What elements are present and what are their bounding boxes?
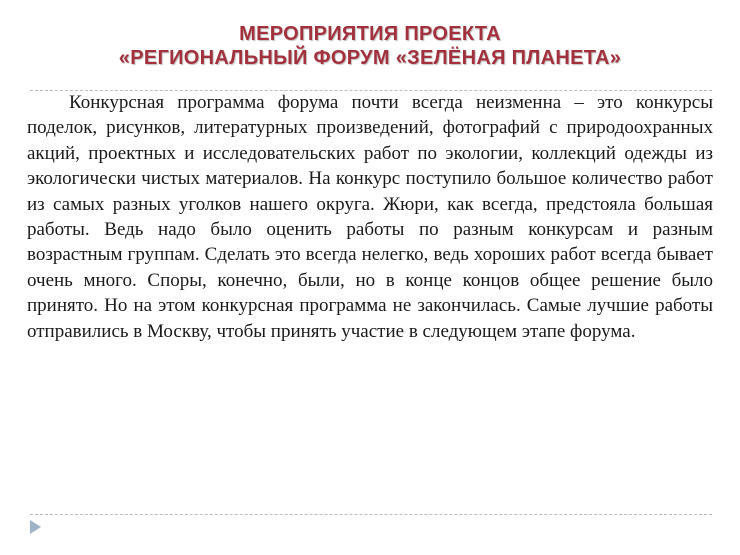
bottom-divider [30, 514, 712, 515]
slide-title-line-2: «РЕГИОНАЛЬНЫЙ ФОРУМ «ЗЕЛЁНАЯ ПЛАНЕТА» [118, 47, 622, 69]
triangle-right-icon [30, 520, 41, 534]
slide-title-line-1: МЕРОПРИЯТИЯ ПРОЕКТА [239, 23, 501, 45]
slide-title [0, 22, 740, 70]
body-paragraph: Конкурсная программа форума почти всегда неизменна – это конкурсы поделок, рисунков, литературных произведений, фотографий с природоохранных акций, проектных и исследовательских работ по экологии, коллекций одежды из экологически чистых материалов. На конкурс поступило большое количество работ из самых разных уголков нашего округа. Жюри, как всегда, предстояла большая работы. Ведь надо было оценить работы по разным конкурсам и разным возрастным группам. Сделать это всегда нелегко, ведь хороших работ всегда бывает очень много. Споры, конечно, были, но в конце концов общее решение было принято. Но на этом конкурсная программа не закончилась. Самые лучшие работы отправились в Москву, чтобы принять участие в следующем этапе форума. [27, 92, 713, 342]
